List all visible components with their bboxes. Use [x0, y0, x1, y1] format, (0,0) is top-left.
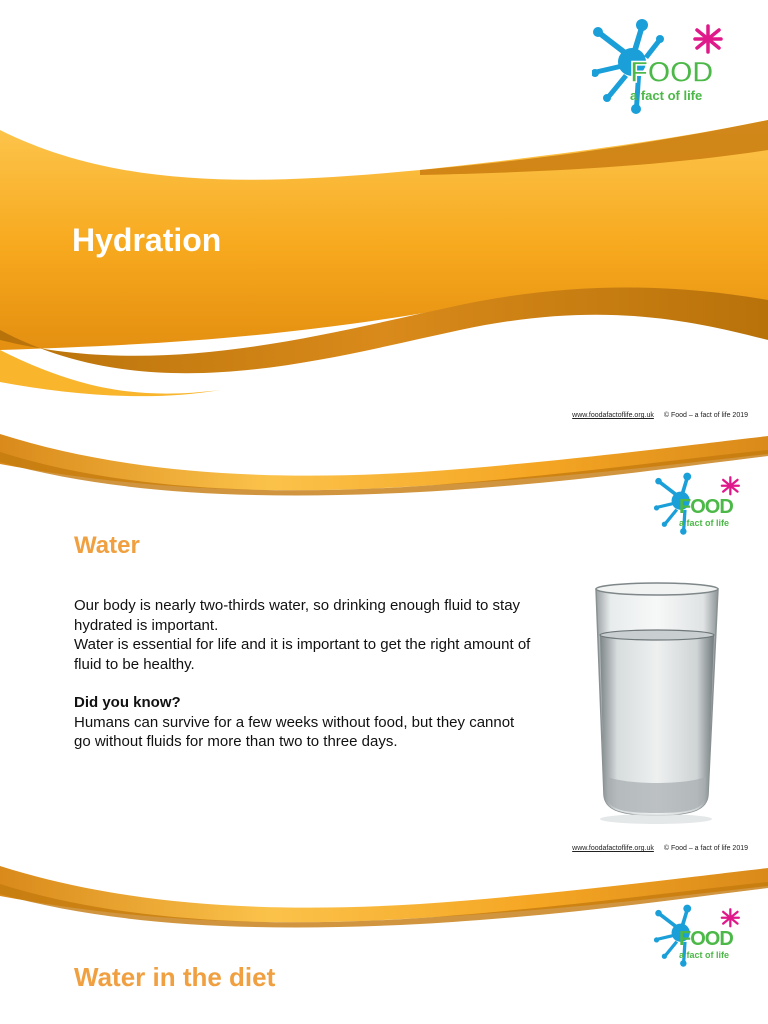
slide-title-water-in-the-diet: Water in the diet	[74, 962, 276, 992]
slide-water	[0, 432, 768, 858]
footer-copyright: © Food – a fact of life 2019	[663, 412, 748, 419]
water-glass-icon	[570, 563, 742, 833]
slide-title	[0, 0, 768, 426]
food-a-fact-of-life-logo	[654, 472, 744, 536]
orange-wave-banner	[0, 432, 768, 502]
slide-water-in-the-diet	[0, 864, 768, 1024]
logo-tagline: a fact of life	[630, 88, 703, 103]
water-body-text	[74, 596, 534, 752]
did-you-know-text: Humans can survive for a few weeks without food, but they cannot go without fluids for more than two to three days.	[74, 713, 515, 750]
slide-footer	[572, 845, 748, 852]
logo-brand-text: FOOD	[679, 496, 733, 518]
footer-link[interactable]: www.foodafactoflife.org.uk	[572, 412, 654, 419]
footer-link[interactable]: www.foodafactoflife.org.uk	[572, 845, 654, 852]
logo-tagline: a fact of life	[679, 518, 730, 528]
food-a-fact-of-life-logo	[654, 904, 744, 968]
logo-tagline: a fact of life	[679, 950, 730, 960]
did-you-know-heading: Did you know?	[74, 694, 181, 711]
slide-title-water: Water	[74, 532, 140, 559]
footer-copyright: © Food – a fact of life 2019	[663, 845, 748, 852]
logo-brand-text: FOOD	[679, 928, 733, 950]
logo-brand-text: FOOD	[630, 56, 713, 89]
paragraph: Our body is nearly two-thirds water, so drinking enough fluid to stay hydrated is important.	[74, 597, 521, 634]
paragraph: Water is essential for life and it is important to get the right amount of fluid to be healthy.	[74, 636, 531, 673]
food-a-fact-of-life-logo	[592, 18, 728, 116]
slide-footer	[572, 412, 748, 419]
glass-of-water-image	[570, 563, 742, 833]
orange-wave-banner	[0, 864, 768, 934]
slide-title-hydration: Hydration	[72, 222, 222, 258]
